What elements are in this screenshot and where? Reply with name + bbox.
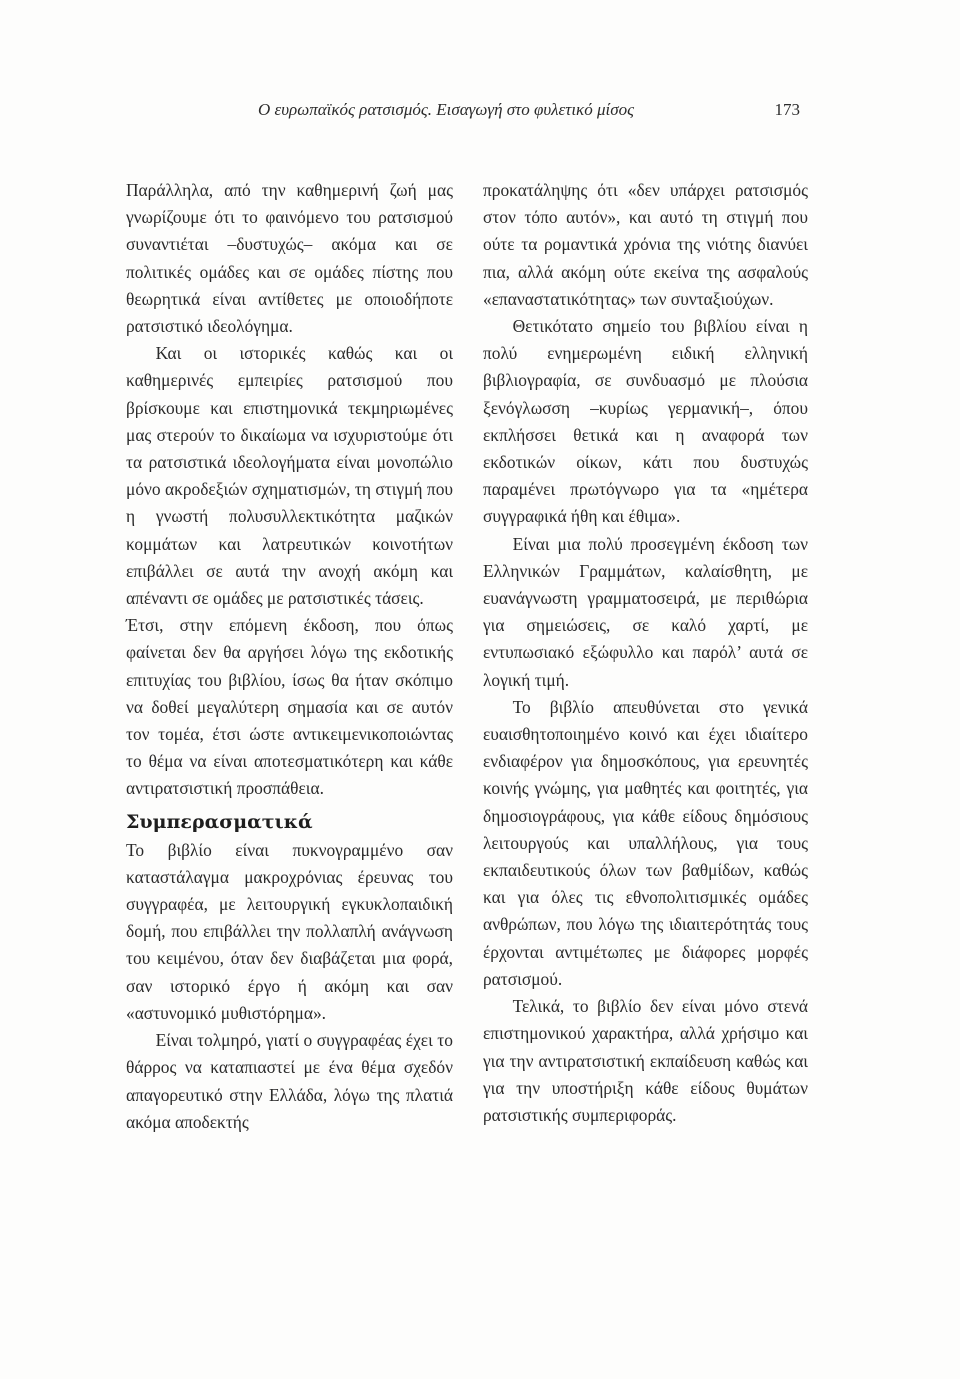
paragraph: Τελικά, το βιβλίο δεν είναι μόνο στενά επιστημονικού χαρακτήρα, αλλά χρήσιμο και για την αντιρατσιστική εκπαίδευση καθώς και για την υποστήριξη κάθε είδους θυμάτων ρατσιστικής συμπεριφοράς. [483,996,808,1125]
paragraph: Θετικότατο σημείο του βιβλίου είναι η πολύ ενημερωμένη ειδική ελληνική βιβλιογραφία, σε συνδυασμό με πλούσια ξενόγλωσση –κυρίως γερμανική–, όπου εκπλήσσει θετικά και η αναφορά των εκδοτικών οίκων, κάτι που δυστυχώς παραμένει πρωτόγνωρο για τα «ημέτερα συγγραφικά ήθη και έθιμα». [483,316,808,527]
paragraph: Το βιβλίο είναι πυκνογραμμένο σαν καταστάλαγμα μακροχρόνιας έρευνας του συγγραφέα, με λειτουργική εγκυκλοπαιδική δομή, που επιβάλλει την πολλαπλή ανάγνωση του κειμένου, όταν δεν διαβάζεται μια φορά, σαν ιστορικό έργο ή ακόμη και σαν «αστυνομικό μυθιστόρημα». [126,839,453,1023]
paragraph: Είναι τολμηρό, γιατί ο συγγραφέας έχει το θάρρος να καταπιαστεί με ένα θέμα σχεδόν απαγορευτικό στην Ελλάδα, λόγω της πλατιά ακόμα αποδεκτής [126,1030,453,1132]
paragraph: προκατάληψης ότι «δεν υπάρχει ρατσισμός στον τόπο αυτόν», και αυτό τη στιγμή που ούτε τα ρομαντικά χρόνια της νιότης διανύει πια, αλλά ακόμη ούτε εκείνα της ασφαλούς «επαναστατικότητας» των συνταξιούχων. [483,180,808,309]
right-column [483,177,808,1129]
running-head [120,100,800,130]
page-number: 173 [774,100,800,119]
paragraph: Και οι ιστορικές καθώς και οι καθημερινές εμπειρίες ρατσισμού που βρίσκουμε και επιστημονικά τεκμηριωμένες μας στερούν το δικαίωμα να ισχυριστούμε ότι τα ρατσιστικά ιδεολογήματα είναι μονοπώλιο μόνο ακροδεξιών σχηματισμών, τη στιγμή που η γνωστή πολυσυλλεκτικότητα μαζικών κομμάτων και λατρευτικών κοινοτήτων επιβάλλει σε αυτά την ανοχή ακόμη και απέναντι σε ομάδες με ρατσιστικές τάσεις. [126,343,453,609]
left-column [126,177,453,1136]
running-title: Ο ευρωπαϊκός ρατσισμός. Εισαγωγή στο φυλετικό μίσος [258,100,634,119]
section-heading: Συμπερασματικά [126,810,313,833]
paragraph: Το βιβλίο απευθύνεται στο γενικά ευαισθητοποιημένο κοινό και έχει ιδιαίτερο ενδιαφέρον για δημοσκόπους, για ερευνητές κοινής γνώμης, για μαθητές και φοιτητές, για δημοσιογράφους, για κάθε είδους δημόσιους λειτουργούς και υπαλλήλους, για τους εκπαιδευτικούς όλων των βαθμίδων, καθώς και για όλες τις εθνοπολιτισμικές ομάδες ανθρώπων, που λόγω της ιδιαιτερότητάς τους έρχονται αντιμέτωπες με διάφορες μορφές ρατσισμού. [483,696,808,989]
paragraph: Παράλληλα, από την καθημερινή ζωή μας γνωρίζουμε ότι το φαινόμενο του ρατσισμού συναντιέται –δυστυχώς– ακόμα και σε πολιτικές ομάδες και σε ομάδες πίστης που θεωρητικά είναι αντίθετες με οποιοδήποτε ρατσιστικό ιδεολόγημα. [126,180,453,337]
paragraph: Είναι μια πολύ προσεγμένη έκδοση των Ελληνικών Γραμμάτων, καλαίσθητη, με ευανάγνωστη γραμματοσειρά, με περιθώρια για σημειώσεις, σε καλό χαρτί, με εντυπωσιακό εξώφυλλο και παρόλ’ αυτά σε λογική τιμή. [483,533,808,690]
paragraph: Έτσι, στην επόμενη έκδοση, που όπως φαίνεται δεν θα αργήσει λόγω της εκδοτικής επιτυχίας του βιβλίου, ίσως θα ήταν σκόπιμο να δοθεί μεγαλύτερη σημασία και σε αυτόν τον τομέα, έτσι ώστε αντικειμενικοποιώντας το θέμα να είναι αποτεσματικότερη και κάθε αντιρατσιστική προσπάθεια. [126,615,453,799]
